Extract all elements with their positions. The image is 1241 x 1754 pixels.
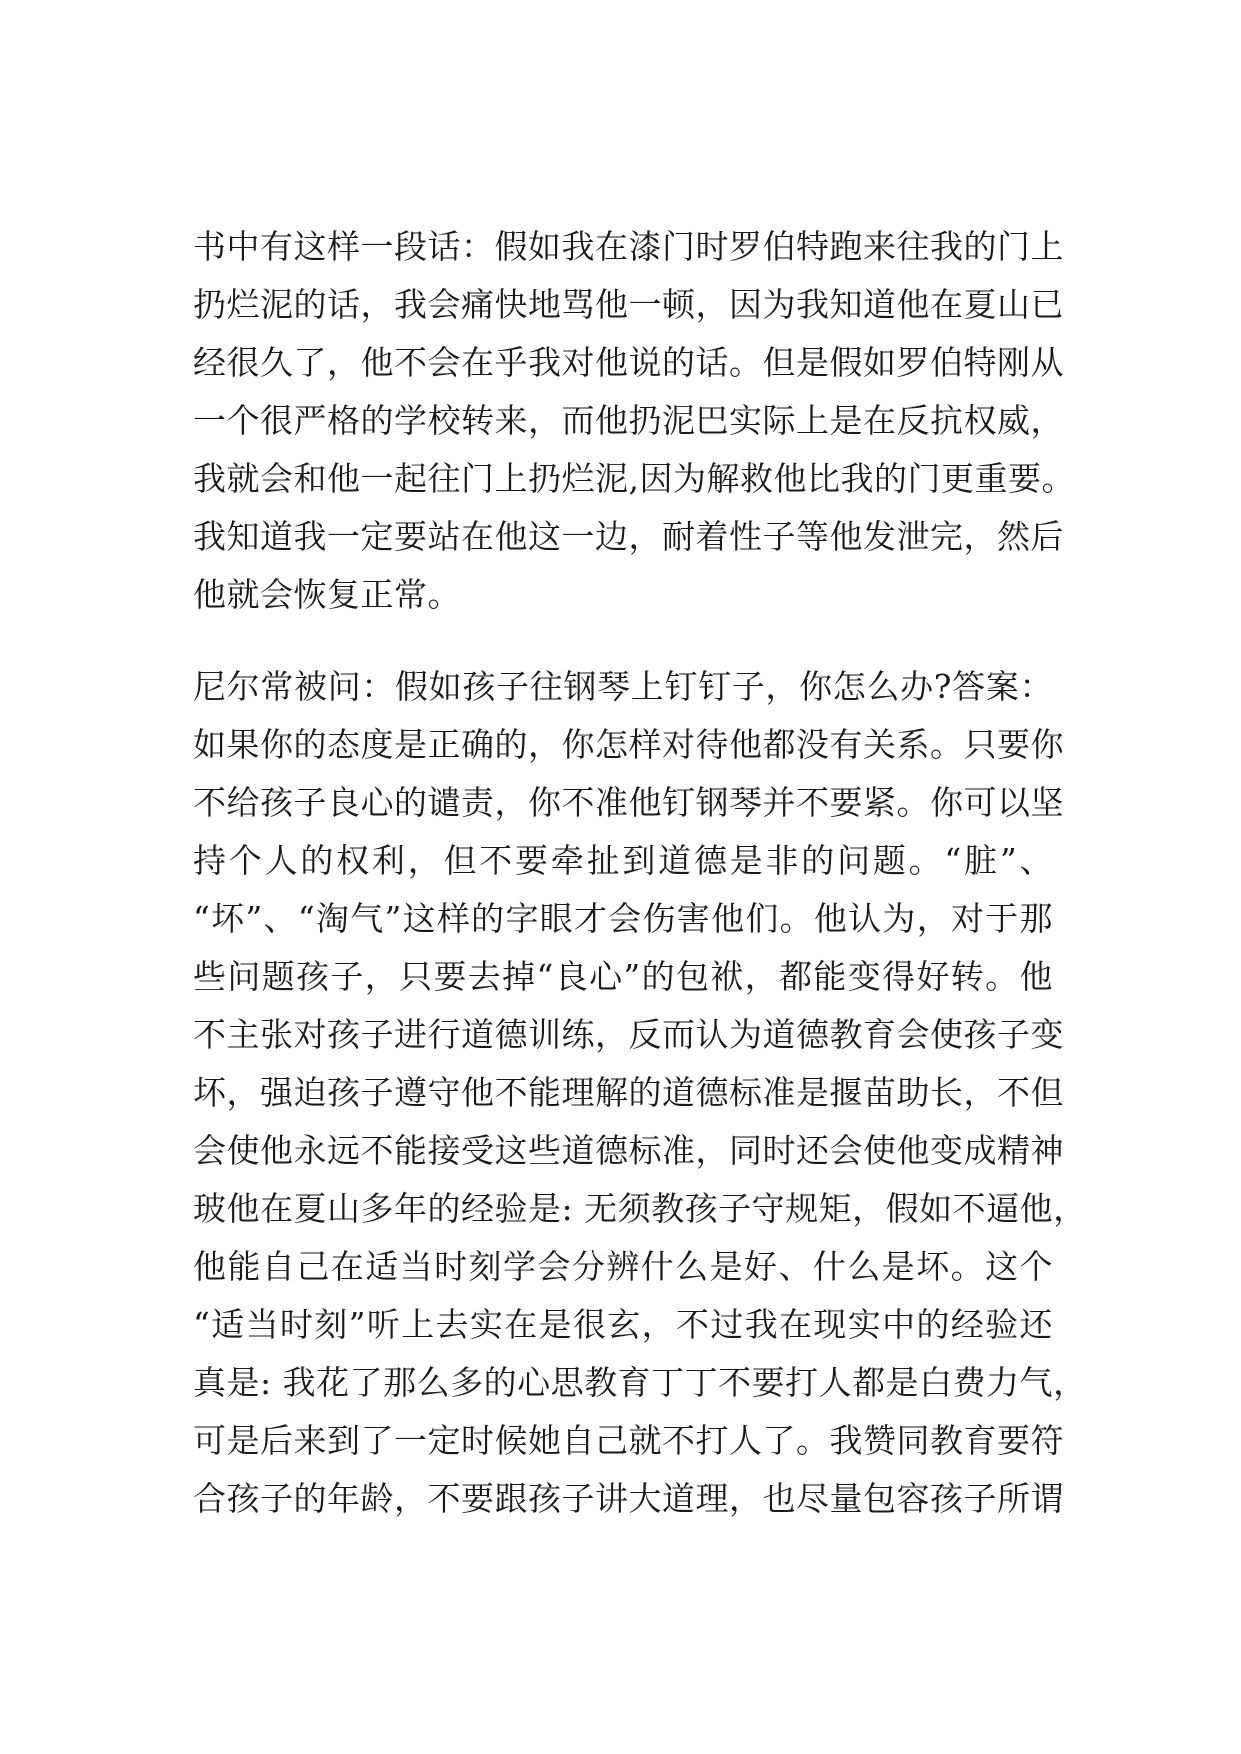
text-line: 一个很严格的学校转来，而他扔泥巴实际上是在反抗权威， [193,401,1064,440]
text-line: 经很久了，他不会在乎我对他说的话。但是假如罗伯特刚从 [193,343,1064,382]
text-line: 不给孩子良心的谴责，你不准他钉钢琴并不要紧。你可以坚 [193,783,1064,822]
text-line: 些问题孩子，只要去掉“良心”的包袱，都能变得好转。他 [193,957,1053,996]
paragraph-2 [193,658,1087,1528]
text-line: 他能自己在适当时刻学会分辨什么是好、什么是坏。这个 [193,1247,1053,1286]
text-line: 玻他在夏山多年的经验是: 无须教孩子守规矩，假如不逼他， [193,1189,1087,1228]
text-line: 不主张对孩子进行道德训练，反而认为道德教育会使孩子变 [193,1015,1064,1054]
text-line: 书中有这样一段话：假如我在漆门时罗伯特跑来往我的门上 [193,227,1064,266]
text-line: 如果你的态度是正确的，你怎样对待他都没有关系。只要你 [193,725,1064,764]
text-line: 尼尔常被问：假如孩子往钢琴上钉钉子，你怎么办?答案： [193,667,1053,706]
text-line: 坏，强迫孩子遵守他不能理解的道德标准是揠苗助长，不但 [193,1073,1064,1112]
text-line: 合孩子的年龄，不要跟孩子讲大道理，也尽量包容孩子所谓 [193,1479,1064,1518]
text-line: 会使他永远不能接受这些道德标准，同时还会使他变成精神 [193,1131,1064,1170]
text-line: 真是: 我花了那么多的心思教育丁丁不要打人都是白费力气， [193,1363,1087,1402]
text-line: 我知道我一定要站在他这一边，耐着性子等他发泄完，然后 [193,517,1064,556]
text-line: “坏”、“淘气”这样的字眼才会伤害他们。他认为，对于那 [193,899,1053,938]
text-line: 我就会和他一起往门上扔烂泥,因为解救他比我的门更重要。 [193,459,1075,498]
text-line: 他就会恢复正常。 [193,575,461,614]
paragraph-1 [193,218,1075,624]
text-line: “适当时刻”听上去实在是很玄，不过我在现实中的经验还 [193,1305,1053,1344]
text-line: 可是后来到了一定时候她自己就不打人了。我赞同教育要符 [193,1421,1064,1460]
text-line: 持个人的权利，但不要牵扯到道德是非的问题。“脏”、 [193,841,1053,880]
text-line: 扔烂泥的话，我会痛快地骂他一顿，因为我知道他在夏山已 [193,285,1064,324]
